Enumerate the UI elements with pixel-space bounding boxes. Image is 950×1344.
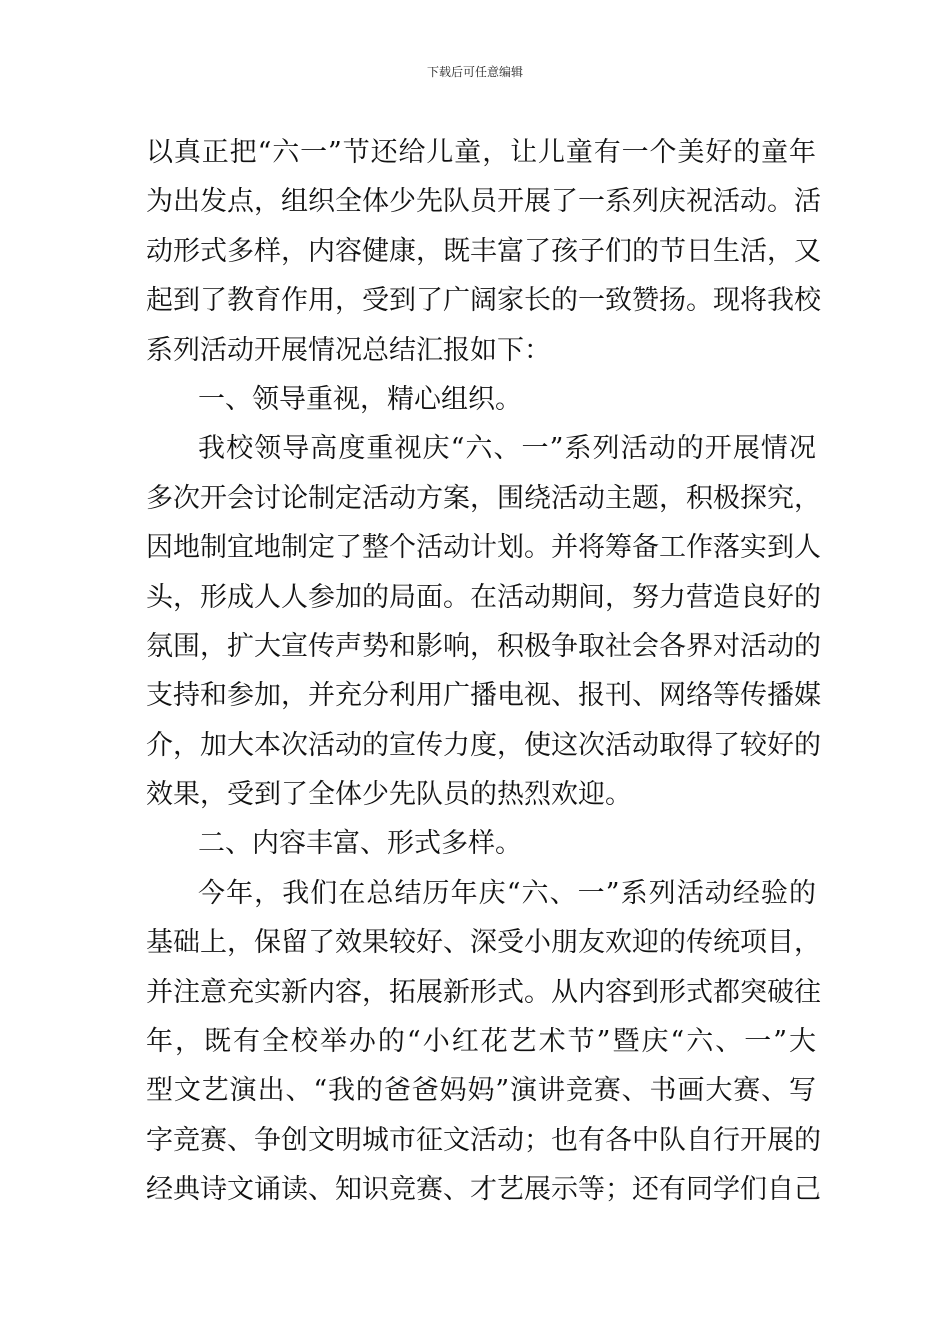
section-heading: 一、领导重视，精心组织。: [198, 383, 522, 415]
text-line: 年，既有全校举办的“小红花艺术节”暨庆“六、一”大: [146, 1026, 816, 1058]
text-line: 动形式多样，内容健康，既丰富了孩子们的节日生活，又: [146, 235, 821, 267]
text-line: 效果，受到了全体少先队员的热烈欢迎。: [146, 779, 632, 811]
page-header: 下载后可任意编辑: [426, 65, 523, 79]
document-body: [146, 128, 821, 1215]
paragraph-first-line: 我校领导高度重视庆“六、一”系列活动的开展情况: [198, 433, 816, 465]
text-line: 起到了教育作用，受到了广阔家长的一致赞扬。现将我校: [146, 285, 821, 317]
paragraph-first-line: 今年，我们在总结历年庆“六、一”系列活动经验的: [198, 877, 816, 909]
section-heading: 二、内容丰富、形式多样。: [198, 828, 522, 860]
text-line: 多次开会讨论制定活动方案，围绕活动主题，积极探究，: [146, 482, 821, 514]
text-line: 因地制宜地制定了整个活动计划。并将筹备工作落实到人: [146, 532, 821, 564]
text-line: 为出发点，组织全体少先队员开展了一系列庆祝活动。活: [146, 186, 821, 218]
text-line: 经典诗文诵读、知识竞赛、才艺展示等；还有同学们自己: [146, 1174, 821, 1206]
text-line: 并注意充实新内容，拓展新形式。从内容到形式都突破往: [146, 976, 821, 1008]
text-line: 字竞赛、争创文明城市征文活动；也有各中队自行开展的: [146, 1124, 821, 1156]
text-line: 基础上，保留了效果较好、深受小朋友欢迎的传统项目，: [146, 927, 821, 959]
text-line: 支持和参加，并充分利用广播电视、报刊、网络等传播媒: [146, 680, 821, 712]
text-line: 型文艺演出、“我的爸爸妈妈”演讲竞赛、书画大赛、写: [146, 1075, 816, 1107]
text-line: 介，加大本次活动的宣传力度，使这次活动取得了较好的: [146, 729, 821, 761]
text-line: 头，形成人人参加的局面。在活动期间，努力营造良好的: [146, 581, 821, 613]
text-line: 以真正把“六一”节还给儿童，让儿童有一个美好的童年: [146, 137, 816, 168]
text-line: 氛围，扩大宣传声势和影响，积极争取社会各界对活动的: [146, 630, 821, 662]
text-line: 系列活动开展情况总结汇报如下：: [146, 334, 551, 366]
